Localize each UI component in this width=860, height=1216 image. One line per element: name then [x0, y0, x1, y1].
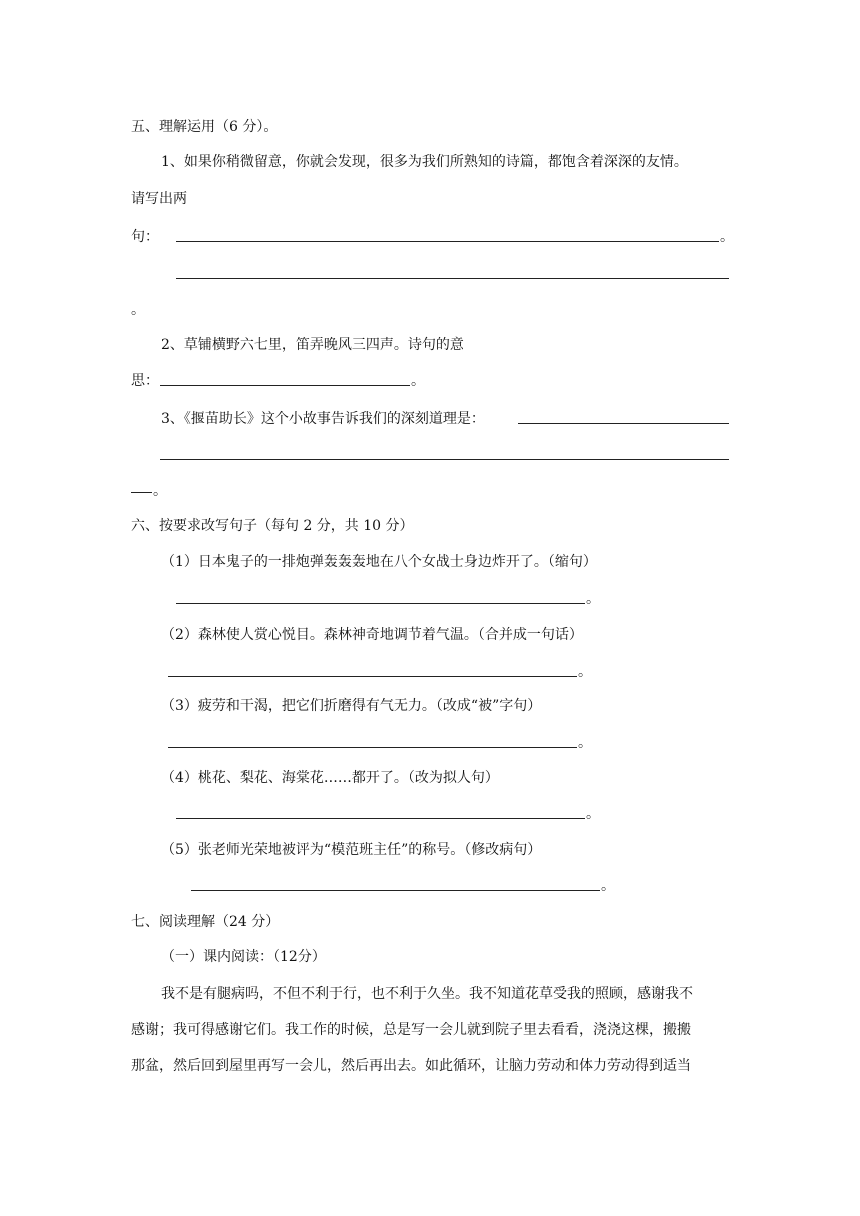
rewrite-item-4-end-mark: 。	[586, 806, 600, 822]
q1-text-line1: 1、如果你稍微留意，你就会发现，很多为我们所熟知的诗篇，都饱含着深深的友情。	[161, 154, 688, 170]
section-7-subheading: （一）课内阅读：（12分）	[161, 949, 326, 965]
q1-text-line2: 请写出两	[131, 191, 187, 207]
rewrite-item-2-text: （2）森林使人赏心悦目。森林神奇地调节着气温。（合并成一句话）	[161, 627, 583, 643]
q3-text-line1: 3、《揠苗助长》这个小故事告诉我们的深刻道理是：	[161, 411, 485, 427]
rewrite-item-5-text: （5）张老师光荣地被评为“模范班主任”的称号。（修改病句）	[161, 842, 542, 858]
section-5-heading: 五、理解运用（6 分）。	[131, 119, 278, 135]
rewrite-item-2-answer-line[interactable]	[168, 676, 577, 677]
rewrite-item-1-text: （1）日本鬼子的一排炮弹轰轰轰地在八个女战士身边炸开了。（缩句）	[161, 554, 597, 570]
rewrite-item-1-end-mark: 。	[586, 591, 600, 607]
q3-end-mark: 。	[153, 483, 167, 499]
passage-line-2: 感谢；我可得感谢它们。我工作的时候，总是写一会儿就到院子里去看看，浇浇这棵，搬搬	[131, 1022, 691, 1038]
section-7-heading: 七、阅读理解（24 分）	[131, 914, 280, 930]
rewrite-item-2-end-mark: 。	[578, 664, 592, 680]
section-6-heading: 六、按要求改写句子（每句 2 分，共 10 分）	[131, 518, 414, 534]
q1-answer-line-1[interactable]	[176, 241, 719, 242]
rewrite-item-5-end-mark: 。	[601, 878, 615, 894]
q1-end-mark: 。	[720, 229, 734, 245]
rewrite-item-5-answer-line[interactable]	[191, 890, 600, 891]
q3-answer-line-3[interactable]	[131, 492, 152, 493]
q3-answer-line-2[interactable]	[160, 459, 729, 460]
q2-text-line1: 2、草铺横野六七里，笛弄晚风三四声。诗句的意	[161, 337, 464, 353]
passage-line-1: 我不是有腿病吗，不但不利于行，也不利于久坐。我不知道花草受我的照顾，感谢我不	[161, 986, 693, 1002]
q1-prefix: 句：	[131, 229, 159, 245]
rewrite-item-3-text: （3）疲劳和干渴，把它们折磨得有气无力。（改成“被”字句）	[161, 698, 542, 714]
rewrite-item-4-answer-line[interactable]	[176, 818, 585, 819]
q2-answer-line[interactable]	[160, 385, 410, 386]
rewrite-item-3-end-mark: 。	[578, 735, 592, 751]
rewrite-item-4-text: （4）桃花、梨花、海棠花……都开了。（改为拟人句）	[161, 770, 499, 786]
rewrite-item-1-answer-line[interactable]	[176, 603, 585, 604]
q1-trailing-mark: 。	[131, 302, 145, 318]
rewrite-item-3-answer-line[interactable]	[168, 747, 577, 748]
q2-prefix: 思：	[131, 373, 159, 389]
passage-line-3: 那盆，然后回到屋里再写一会儿，然后再出去。如此循环，让脑力劳动和体力劳动得到适当	[131, 1058, 691, 1074]
q1-answer-line-2[interactable]	[176, 278, 729, 279]
q2-end-mark: 。	[411, 373, 425, 389]
q3-answer-line-1[interactable]	[518, 423, 729, 424]
